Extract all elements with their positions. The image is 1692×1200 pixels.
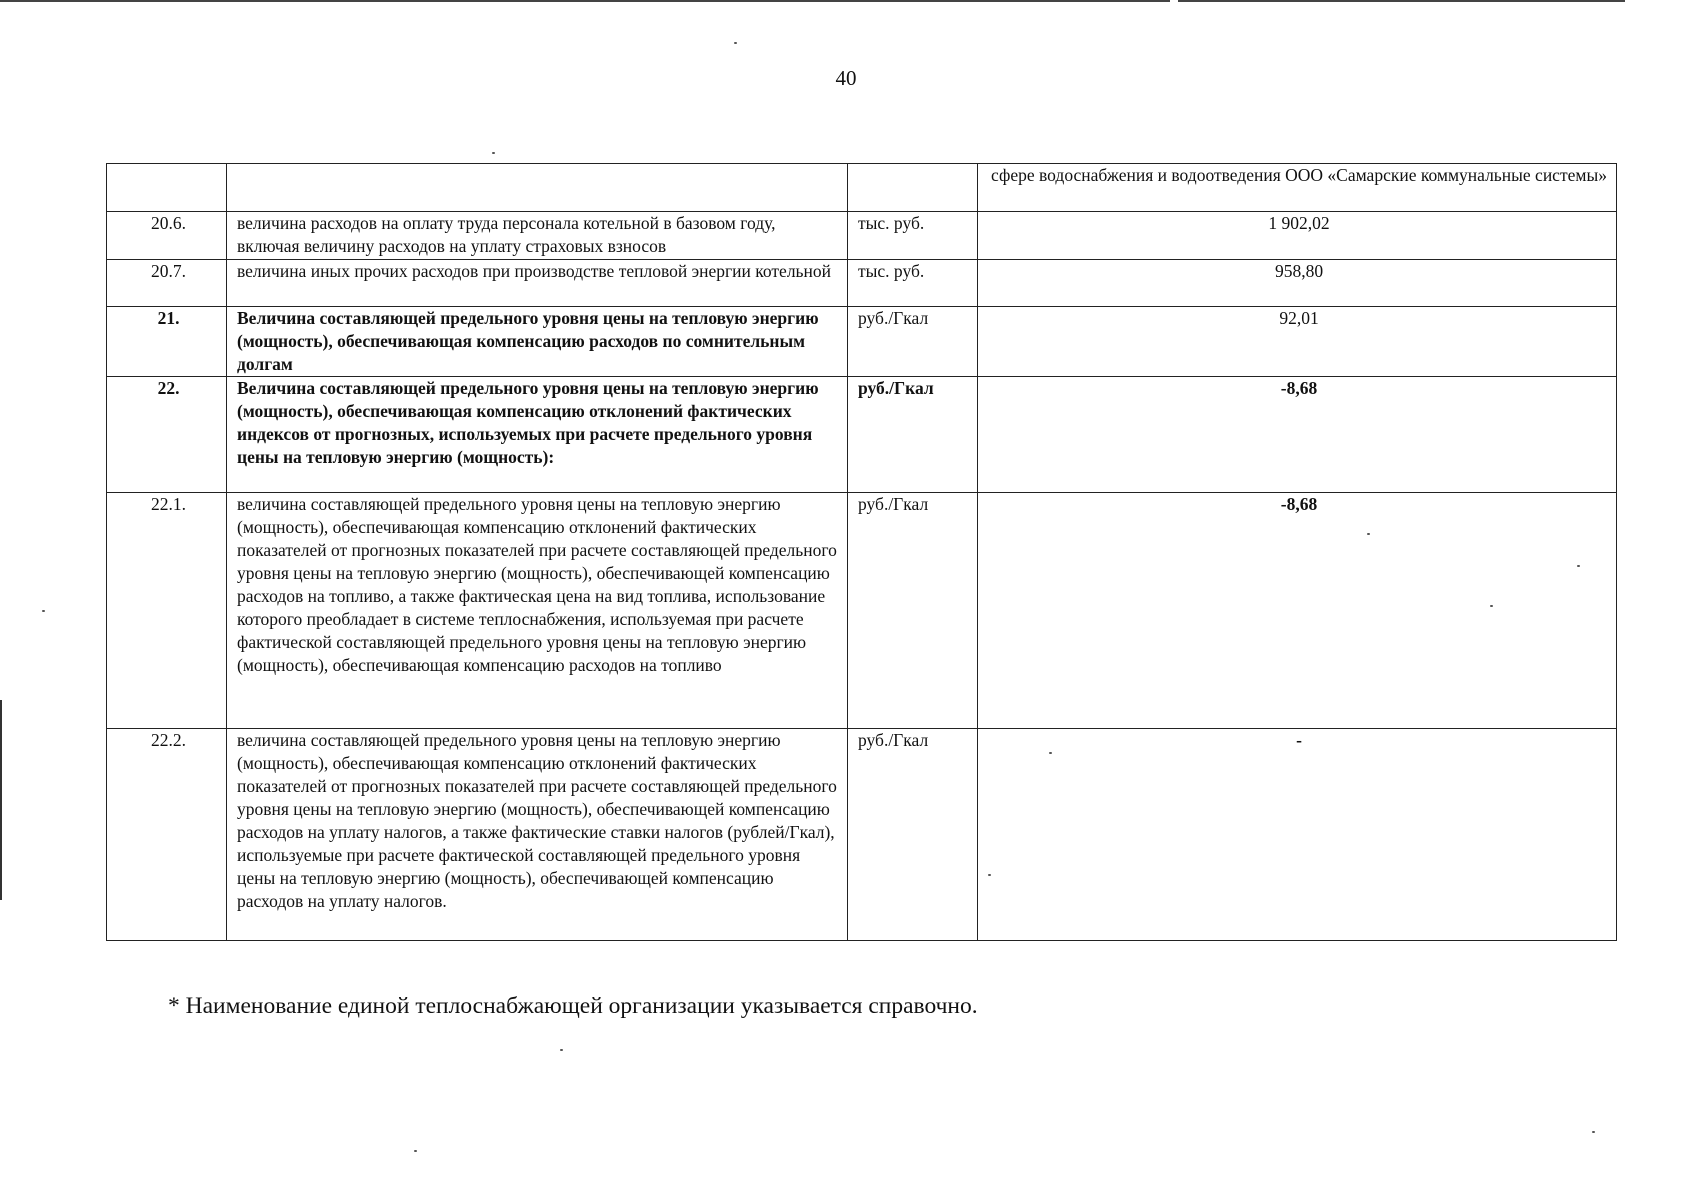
table-row (107, 260, 1617, 307)
row-value: -8,68 (978, 377, 1617, 493)
row-number: 22.1. (107, 493, 227, 729)
scan-speck (42, 610, 45, 612)
row-number: 20.7. (107, 260, 227, 307)
table-row (107, 212, 1617, 260)
row-number: 22. (107, 377, 227, 493)
row-unit: руб./Гкал (848, 377, 978, 493)
row-number: 20.6. (107, 212, 227, 260)
row-number: 21. (107, 307, 227, 377)
tariff-table (106, 163, 1617, 941)
table-row (107, 377, 1617, 493)
row-number: 22.2. (107, 729, 227, 941)
scan-speck (1049, 752, 1052, 754)
row-name: величина составляющей предельного уровня цены на тепловую энергию (мощность), обеспечивающая компенсацию отклонений фактических показателей от прогнозных показателей при расчете составляющей предельного уровня цены на тепловую энергию (мощность), обеспечивающей компенсацию расходов на уплату налогов, а также фактические ставки налогов (рублей/Гкал), используемые при расчете фактической составляющей предельного уровня цены на тепловую энергию (мощность), обеспечивающей компенсацию расходов на уплату налогов. (227, 729, 848, 941)
footnote: * Наименование единой теплоснабжающей организации указывается справочно. (168, 993, 978, 1019)
row-value: 92,01 (978, 307, 1617, 377)
row-unit: руб./Гкал (848, 493, 978, 729)
scan-speck (560, 1049, 563, 1051)
header-unit-cell (848, 164, 978, 212)
table-header-row (107, 164, 1617, 212)
table-row (107, 729, 1617, 941)
page-number: 40 (835, 66, 857, 90)
header-value-cell: сфере водоснабжения и водоотведения ООО «Самарские коммунальные системы» (978, 164, 1617, 212)
row-unit: тыс. руб. (848, 260, 978, 307)
scan-left-edge (0, 700, 2, 900)
scan-speck (1577, 565, 1580, 567)
table-row (107, 307, 1617, 377)
scan-speck (1592, 1131, 1595, 1133)
row-name: величина расходов на оплату труда персонала котельной в базовом году, включая величину расходов на уплату страховых взносов (227, 212, 848, 260)
row-unit: тыс. руб. (848, 212, 978, 260)
scan-speck (492, 152, 495, 154)
row-value: -8,68 (978, 493, 1617, 729)
scan-speck (414, 1150, 417, 1152)
header-num-cell (107, 164, 227, 212)
row-name: величина составляющей предельного уровня цены на тепловую энергию (мощность), обеспечивающая компенсацию отклонений фактических показателей от прогнозных показателей при расчете составляющей предельного уровня цены на тепловую энергию (мощность), обеспечивающей компенсацию расходов на топливо, а также фактическая цена на вид топлива, использование которого преобладает в системе теплоснабжения, используемая при расчете фактической составляющей предельного уровня цены на тепловую энергию (мощность), обеспечивающая компенсацию расходов на топливо (227, 493, 848, 729)
row-value: 1 902,02 (978, 212, 1617, 260)
table-row (107, 493, 1617, 729)
scan-top-edge-gap (1170, 0, 1178, 4)
row-value: - (978, 729, 1617, 941)
row-name: Величина составляющей предельного уровня цены на тепловую энергию (мощность), обеспечивающая компенсацию отклонений фактических индексов от прогнозных, используемых при расчете предельного уровня цены на тепловую энергию (мощность): (227, 377, 848, 493)
row-unit: руб./Гкал (848, 307, 978, 377)
scan-top-edge (0, 0, 1625, 4)
scan-speck (1490, 605, 1493, 607)
header-name-cell (227, 164, 848, 212)
row-name: величина иных прочих расходов при производстве тепловой энергии котельной (227, 260, 848, 307)
scan-speck (734, 42, 737, 44)
row-unit: руб./Гкал (848, 729, 978, 941)
scan-speck (988, 874, 991, 876)
scan-speck (1367, 533, 1370, 535)
row-value: 958,80 (978, 260, 1617, 307)
row-name: Величина составляющей предельного уровня цены на тепловую энергию (мощность), обеспечивающая компенсацию расходов по сомнительным долгам (227, 307, 848, 377)
